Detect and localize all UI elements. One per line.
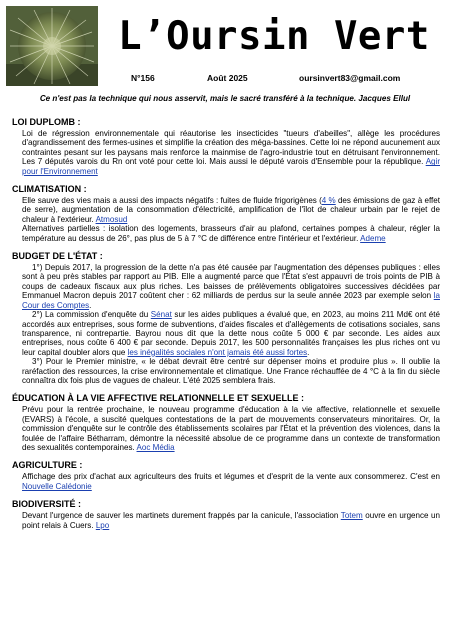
section-title: BIODIVERSITÉ :: [12, 499, 82, 510]
newsletter-content: [12, 117, 440, 538]
section-budget: [12, 251, 440, 385]
section-body: [12, 405, 440, 452]
section-agriculture: [12, 460, 440, 491]
section-text: Loi de régression environnementale qui réautorise les insecticides "tueurs d'abeilles", allège les procédures d'agrandissement des fermes-usines et simplifie la création des méga-bassines. Cette loi ne répond aucunement aux contraintes pesant sur les paysans mais renforce la mainmise de l'agro-industrie tout en détruisant l'environnement. Les 7 députés varois du Rn ont voté pour cette loi. Mais aussi le député varois d'Ensemble pour la république.: [22, 129, 440, 167]
section-title: LOI DUPLOMB :: [12, 117, 81, 127]
section-body: [12, 511, 440, 530]
source-link-senat[interactable]: Sénat: [150, 310, 172, 320]
source-link-lpo[interactable]: Lpo: [95, 520, 110, 530]
section-text: 1°) Depuis 2017, la progression de la dette n'a pas été causée par l'augmentation des dépenses publiques : elles sont à peu près stables par rapport au PIB. Elle a augmenté parce que l'État s'est appauvri de trois points de PIB à coups de cadeaux fiscaux aux plus riches. Les baisses de prélèvements obligatoires successives décidées par Emmanuel Macron depuis 2017 coûtent cher : 62 milliards de perdus sur la seule année 2023 par exemple selon: [22, 263, 440, 301]
source-link-totem[interactable]: Totem: [340, 511, 363, 521]
section-title: CLIMATISATION :: [12, 184, 87, 195]
section-education: [12, 393, 440, 452]
sea-urchin-photo: [6, 6, 98, 86]
contact-email: oursinvert83@gmail.com: [299, 73, 401, 83]
section-paragraph: 1°) Depuis 2017, la progression de la dette n'a pas été causée par l'augmentation des dépenses publiques : elles sont à peu près stables par rapport au PIB. Elle a augmenté parce que l'État s'est appauvri de trois points de PIB à coups de cadeaux fiscaux aux plus riches. Les baisses de prélèvements obligatoires successives décidées par Emmanuel Macron depuis 2017 coûtent cher : 62 milliards de perdus sur la seule année 2023 par exemple selon la Cour des Comptes.: [22, 263, 440, 310]
section-climatisation: [12, 184, 440, 243]
section-text: 3°) Pour le Premier ministre, « le débat devrait être centré sur dépenser moins et produire plus ». Il oublie la raréfaction des ressources, la crise environnementale et climatique. Une France réchauffée de 4 °C à la fin du siècle connaîtra dix fois plus de vagues de chaleur. L'été 2025 semblera frais.: [22, 357, 440, 385]
section-biodiversite: [12, 499, 440, 530]
section-text: sur les aides publiques a évalué que, en 2023, au moins 211 Md€ ont été accordés aux entreprises, sous forme de subventions, d'aides fiscales et d'allègements de cotisations sociales, sans transparence, ni contrepartie. Bayrou nous dit que la dette nous coûte 5 000 € par seconde. Les aides aux entreprises, nous coûte 6 400 € par seconde. Depuis 2017, les 500 personnalités françaises les plus riches ont vu leur capital doubler alors que: [22, 310, 440, 357]
section-title: AGRICULTURE :: [12, 460, 83, 471]
source-link-agir-environnement[interactable]: Agir pour l'Environnement: [22, 157, 440, 176]
section-text: Alternatives partielles : isolation des logements, brasseurs d'air au plafond, certaines pompes à chaleur, régler la température au dessus de 26°, pas plus de 5 à 7 °C de différence entre l'intérieur et l'extérieur.: [22, 224, 440, 243]
section-title: ÉDUCATION À LA VIE AFFECTIVE RELATIONNELLE ET SEXUELLE :: [12, 393, 305, 404]
section-loi-duplomb: [12, 117, 440, 176]
section-title: BUDGET DE L'ÉTAT :: [12, 251, 103, 262]
section-text: Devant l'urgence de sauver les martinets durement frappés par la canicule, l'association: [22, 511, 339, 521]
sea-urchin-icon: [6, 6, 98, 86]
source-link-nouvelle-caledonie[interactable]: Nouvelle Calédonie: [22, 481, 92, 491]
section-paragraph: 2°) La commission d'enquête du Sénat sur les aides publiques a évalué que, en 2023, au moins 211 Md€ ont été accordés aux entreprises, sous forme de subventions, d'aides fiscales et d'allègements de cotisations sociales, sans transparence, ni contrepartie. Bayrou nous dit que la dette nous coûte 5 000 € par seconde. Les aides aux entreprises, nous coûte 6 400 € par seconde. Depuis 2017, les 500 personnalités françaises les plus riches ont vu leur capital doubler alors que les inégalités sociales n'ont jamais été aussi fortes.: [22, 310, 440, 357]
section-text: Elle sauve des vies mais a aussi des impacts négatifs : fuites de fluide frigorigènes (: [22, 196, 322, 206]
source-link-aoc-media[interactable]: Aoc Média: [136, 442, 175, 452]
section-text: Prévu pour la rentrée prochaine, le nouveau programme d'éducation à la vie affective, relationnelle et sexuelle (EVARS) à l'école, a suscité quelques contestations de la part de mouvements conservateurs minoritaires. Or, la commission d'enquête sur le contrôle des établissements scolaires par l'État et la prévention des violences, dans la foulée de l'affaire Bétharram, démontre la nécessité absolue de ce programme dans un contexte de transformation des sexualités contemporaines.: [22, 405, 440, 452]
masthead-title: L’Oursin Vert: [118, 14, 430, 59]
section-text: des émissions de gaz à effet de serre), augmentation de la consommation d'électricité, amplification de l'îlot de chaleur urbain par le rejet de chaleur à l'extérieur.: [22, 196, 440, 224]
section-body: [12, 196, 440, 243]
masthead: [0, 0, 450, 90]
section-body: [12, 472, 440, 491]
section-paragraph: [12, 357, 440, 385]
source-link-cour-des-comptes[interactable]: la Cour des Comptes: [22, 291, 440, 310]
section-body: [12, 129, 440, 176]
issue-number: N°156: [131, 73, 155, 83]
section-text: 2°) La commission d'enquête du: [32, 310, 149, 320]
tagline: Ce n'est pas la technique qui nous asservit, mais le sacré transféré à la technique. Jacques Ellul: [39, 94, 411, 103]
section-text: Affichage des prix d'achat aux agriculteurs des fruits et légumes et d'esprit de la vente aux consommerez. C'est en: [22, 472, 440, 482]
section-text: ouvre en urgence un point relais à Cuers.: [22, 511, 440, 530]
source-link-ademe[interactable]: Ademe: [360, 233, 386, 243]
source-link-inegalites[interactable]: les inégalités sociales n'ont jamais été aussi fortes: [127, 347, 308, 357]
issue-date: Août 2025: [207, 73, 248, 83]
source-link-atmosud[interactable]: Atmosud: [95, 214, 128, 224]
source-link-4-percent[interactable]: 4 %: [321, 196, 336, 206]
